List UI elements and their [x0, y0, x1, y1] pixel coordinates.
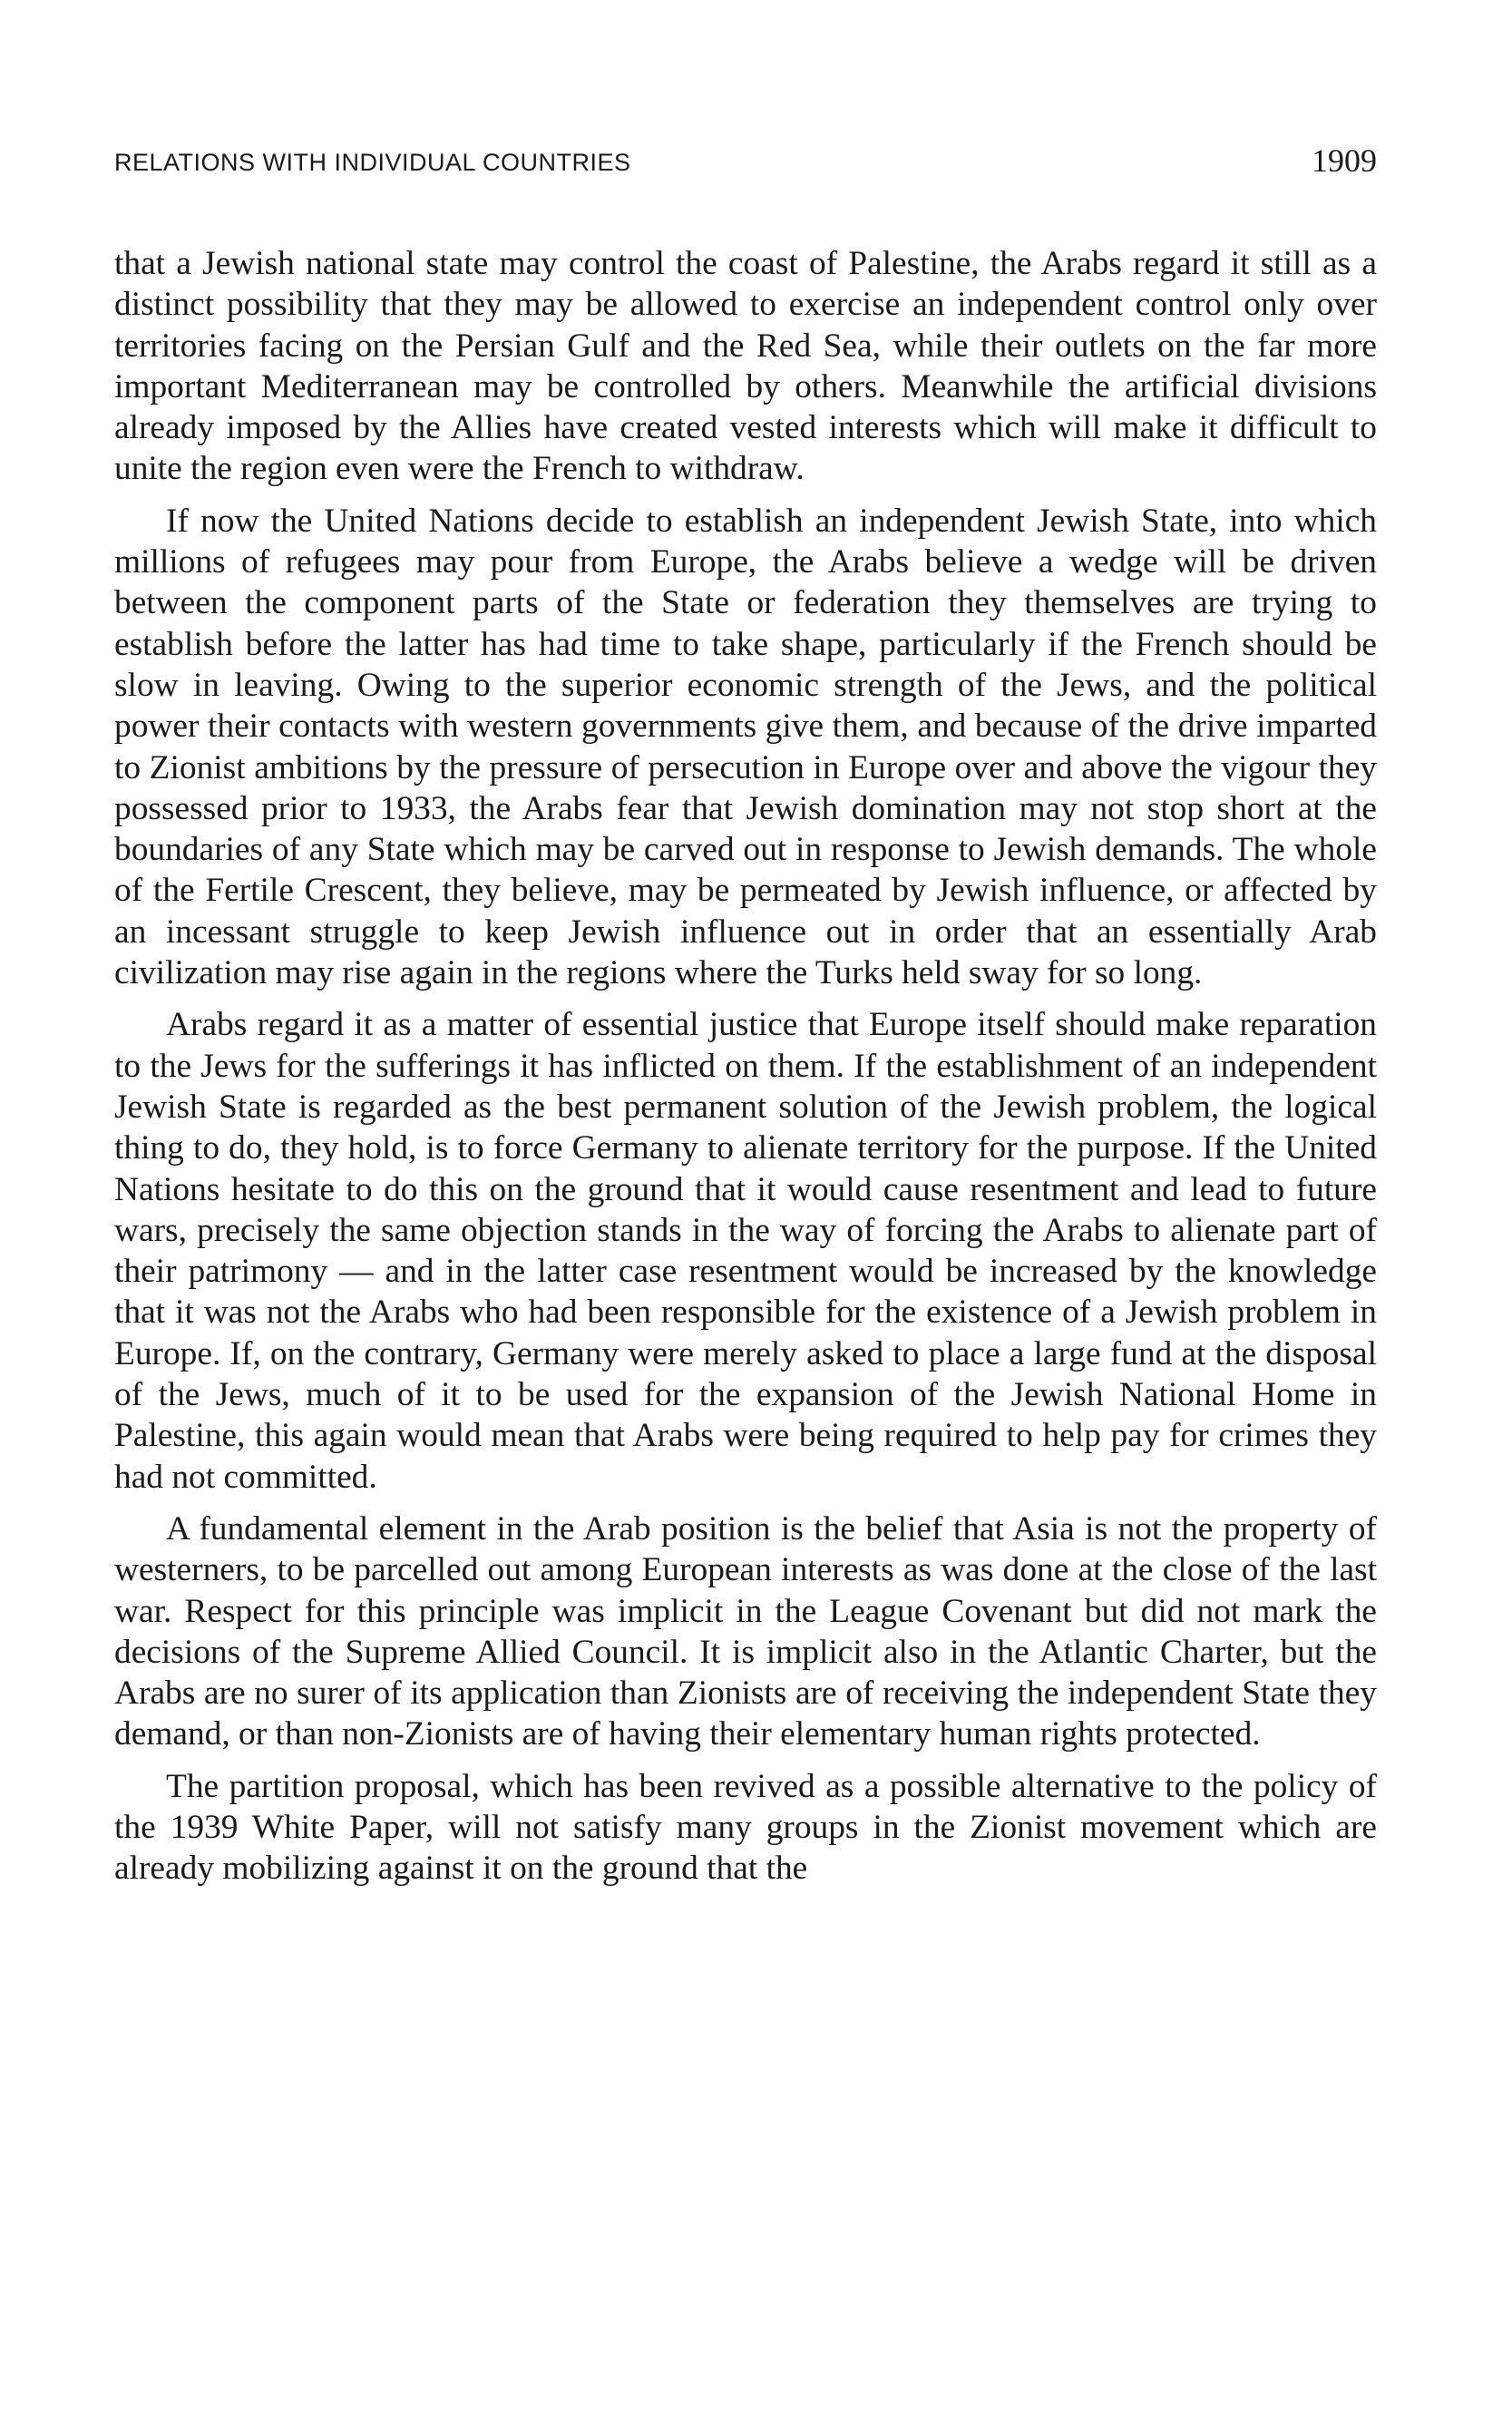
- paragraph: A fundamental element in the Arab position is the belief that Asia is not the property of westerners, to be parcelled out among European interests as was done at the close of the last war. Respect for this principle was implicit in the League Covenant but did not mark the decisions of the Supreme Allied Council. It is implicit also in the Atlantic Charter, but the Arabs are no surer of its application than Zionists are of receiving the independent State they demand, or than non-Zionists are of having their elementary human rights protected.: [114, 1509, 1377, 1753]
- running-header: [114, 132, 1377, 187]
- body-text: [114, 243, 1377, 1890]
- paragraph: The partition proposal, which has been revived as a possible alternative to the policy of the 1939 White Paper, will not satisfy many groups in the Zionist movement which are already mobilizing against it on the ground that the: [114, 1767, 1377, 1888]
- paragraph: Arabs regard it as a matter of essential justice that Europe itself should make reparation to the Jews for the sufferings it has inflicted on them. If the establishment of an independent Jewish State is regarded as the best permanent solution of the Jewish problem, the logical thing to do, they hold, is to force Germany to alienate territory for the purpose. If the United Nations hesitate to do this on the ground that it would cause resentment and lead to future wars, precisely the same objection stands in the way of forcing the Arabs to alienate part of their patrimony — and in the latter case resentment would be increased by the knowledge that it was not the Arabs who had been responsible for the existence of a Jewish problem in Europe. If, on the contrary, Germany were merely asked to place a large fund at the disposal of the Jews, much of it to be used for the expansion of the Jewish National Home in Palestine, this again would mean that Arabs were being required to help pay for crimes they had not committed.: [114, 1006, 1377, 1496]
- document-page: [114, 132, 1377, 1890]
- paragraph: If now the United Nations decide to establish an independent Jewish State, into which millions of refugees may pour from Europe, the Arabs believe a wedge will be driven between the component parts of the State or federation they themselves are trying to establish before the latter has had time to take shape, particularly if the French should be slow in leaving. Owing to the superior economic strength of the Jews, and the political power their contacts with western governments give them, and because of the drive imparted to Zionist ambitions by the pressure of persecution in Europe over and above the vigour they possessed prior to 1933, the Arabs fear that Jewish domination may not stop short at the boundaries of any State which may be carved out in response to Jewish demands. The whole of the Fertile Crescent, they believe, may be permeated by Jewish influence, or affected by an incessant struggle to keep Jewish influence out in order that an essentially Arab civilization may rise again in the regions where the Turks held sway for so long.: [114, 502, 1377, 992]
- page-number: 1909: [1312, 142, 1377, 179]
- running-title: RELATIONS WITH INDIVIDUAL COUNTRIES: [114, 149, 631, 176]
- paragraph-continuation: that a Jewish national state may control the coast of Palestine, the Arabs regard it still as a distinct possibility that they may be allowed to exercise an independent control only over territories facing on the Persian Gulf and the Red Sea, while their outlets on the far more important Mediterranean may be controlled by others. Meanwhile the artificial divisions already imposed by the Allies have created vested interests which will make it difficult to unite the region even were the French to withdraw.: [114, 245, 1377, 488]
